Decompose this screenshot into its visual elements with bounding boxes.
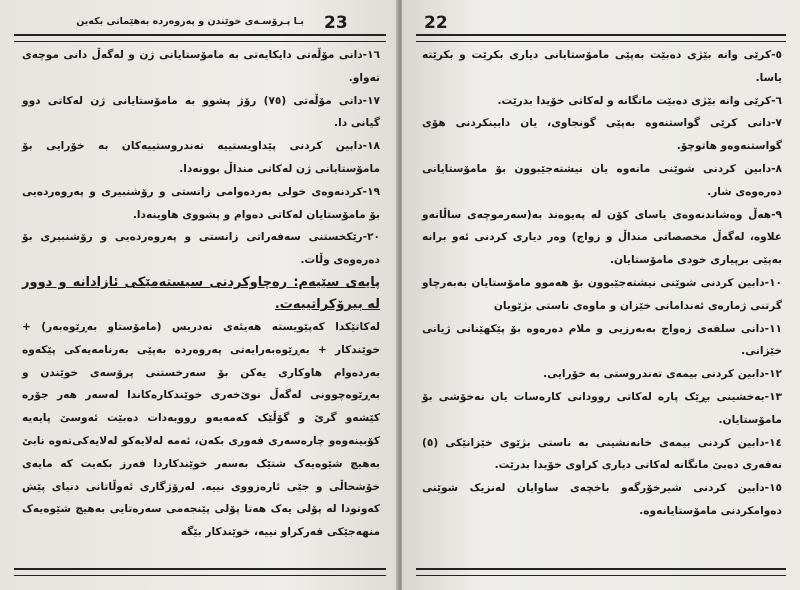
paragraph: ١١-دانی سلفەی زەواج بەبەرزیی و ملام دەرەوە بۆ پێکهێنانی ژیانی خێزانی. — [422, 322, 782, 358]
left-page — [0, 0, 398, 590]
section-paragraph: لەکاتێکدا کەپێویستە هەیئەی تەدریس (مامۆستاو بەڕێوەبەر) + خوێندکار + بەڕێوەبەرایەتی پەروەردە بەپێی بەرنامەیەکی پێکەوە بەردەوام هاوکاری یەکن بۆ سەرخستنی پرۆسەی خوێندن و بەڕێوەچوونی لەگەڵ نوێ‌خەری خوێندکارەکاندا لەسەر هەر جۆرە کێشەو گرێ و گۆڵێک کەمەیەو رووبەدات دەبێت ئەوسێ پایەیە کۆبینەوەو چارەسەری فەوری بکەن، ئەمە لەلایەکو لەلایەکی‌تەوە نابێ بەهیچ شێوەیەک شتێک بەسەر خوێندکاردا فەرز بکەیت کە مایەی خۆشحاڵی و جێی ئارەزووی نییە. لەرۆژگاری ئەوڵاتانی دنیای پێش کەوتودا لە پۆلی یەک هەتا پۆلی پێنجەمی سەرەتایی بەهیچ شێوەیەک منهەجێکی فەرکراو نییە، خوێندکار بێگە — [22, 320, 380, 539]
footer-rule — [416, 568, 786, 576]
paragraph: ١٠-دابین کردنی شوێنی نیشتەجێبوون بۆ هەموو مامۆستایان بەبەرچاو گرتنی ژمارەی ئەندامانی خێزان و ماوەی ناستی بژێویان — [422, 276, 782, 312]
page-number-right: 22 — [424, 13, 448, 33]
paragraph: ١٨-دابین کردنی پێداویستییە تەندروستییەکان بە خۆرایی بۆ مامۆستایانی ژن لەکاتی منداڵ بوونەدا. — [22, 140, 380, 175]
footer-rule — [14, 568, 386, 576]
paragraph: ٥-کرێی وانە بێژی دەبێت بەپێی مامۆستایانی دیاری بکرێت و بکرێتە یاسا. — [422, 49, 782, 84]
paragraph: ٩-هەڵ وەشاندنەوەی یاسای کۆن لە پەیوەند بە(سەرموچەی ساڵانەو علاوە، لەگەڵ مخصصاتی منداڵ و زواج) وەر دیاری کردنی ئەو برانە بەپێی برپیاری خودی مامۆستایان. — [422, 208, 782, 267]
paragraph: ١٣-بەخشینی بڕێک پارە لەکاتی روودانی کارەسات یان نەخۆشی بۆ مامۆستایان. — [422, 390, 782, 426]
paragraph: ١٧-دانی مۆڵەتی (٧٥) رۆژ پشوو بە مامۆستایانی ژن لەکاتی دوو گیانی دا. — [22, 94, 380, 130]
paragraph: ١٢-دابین کردنی بیمەی تەندروستی بە خۆرایی. — [543, 368, 782, 381]
paragraph: ١٩-کردنەوەی خولی بەردەوامی زانستی و رۆشنبیری و پەروەردەیی بۆ مامۆستایان لەکاتی دەوام و پشووی هاوینەدا. — [22, 185, 380, 221]
left-page-body — [22, 44, 380, 544]
right-page-body — [422, 44, 782, 523]
right-page — [402, 0, 800, 590]
paragraph: ٦-کرێی وانە بێژی دەبێت مانگانە و لەکاتی خۆیدا بدرێت. — [497, 94, 782, 107]
paragraph: ١٥-دابین کردنی شیرخۆرگەو باخچەی ساوایان لەنزیک شوێنی دەوامکردنی مامۆستایانەوە. — [422, 482, 782, 517]
right-page-header — [416, 12, 786, 34]
running-title: بـا پـرۆسـەی خوێندن و پەروەردە بەهێمانی بکەین — [76, 16, 304, 27]
paragraph: ١٤-دابین کردنی بیمەی خانەنشینی بە ناستی بژێوی خێزانێکی (٥) نەفەری دەبێ مانگانە لەکاتی دیاری کراوی خۆیدا بدرێت. — [422, 436, 782, 472]
paragraph: ٨-دابین کردنی شوێنی مانەوە یان نیشتەجێبوون بۆ مامۆستایانی دەرەوەی شار. — [422, 162, 782, 198]
header-rule — [14, 34, 386, 42]
paragraph: ١٦-دانی مۆڵەتی دایکایەتی بە مامۆستایانی ژن و لەگەڵ دانی موچەی تەواو. — [22, 49, 380, 84]
paragraph: ٢٠-رێکخستنی سەفەراتی زانستی و پەروەردەیی و رۆشنبیری بۆ دەرەوەی وڵات. — [22, 231, 380, 267]
paragraph: ٧-دانی کرێی گواستنەوە بەپێی گونجاوی، یان دابینکردنی هۆی گواستنەوەو هاتوچۆ. — [422, 117, 782, 153]
left-page-header — [14, 12, 386, 34]
header-rule — [416, 34, 786, 42]
page-number-left: 23 — [324, 13, 348, 33]
section-heading-text: پایەی سێیەم: رەچاوکردنی سیستەمێکی ئازادانە و دوور لە بیرۆکراتییەت. — [22, 274, 380, 312]
section-heading — [22, 272, 380, 316]
